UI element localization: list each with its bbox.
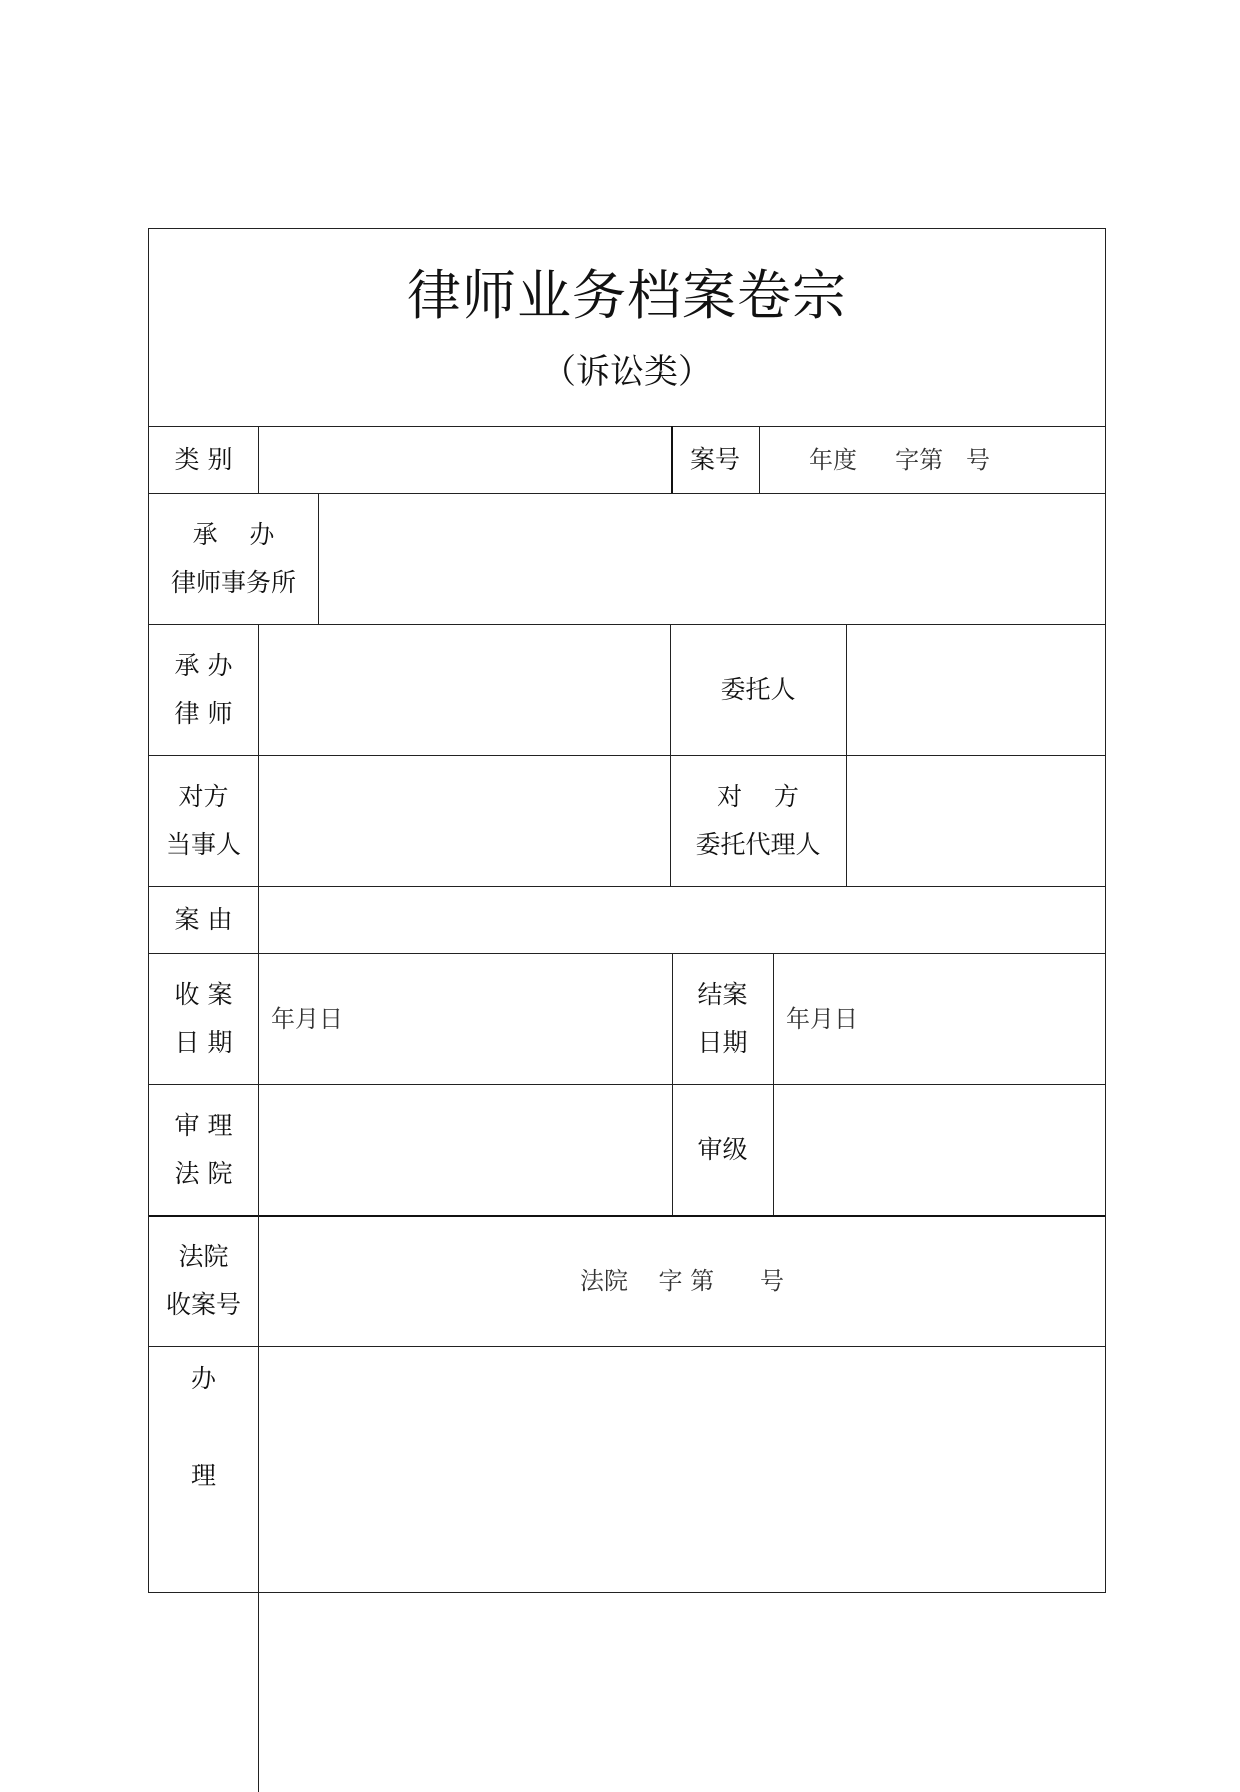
case-number-field[interactable]: 年度 字第 号	[809, 445, 991, 474]
received-date-field[interactable]: 年月日	[271, 1004, 343, 1033]
divider	[759, 426, 760, 493]
law-firm-field[interactable]	[319, 494, 1105, 624]
lawyer-field[interactable]	[259, 625, 670, 755]
trial-level-field[interactable]	[774, 1085, 1105, 1215]
received-date-label: 收 案 日 期	[174, 980, 233, 1057]
closed-date-field[interactable]: 年月日	[786, 1004, 858, 1033]
client-field[interactable]	[847, 625, 1105, 755]
trial-court-field[interactable]	[259, 1085, 672, 1215]
opposing-party-field[interactable]	[259, 756, 670, 886]
court-case-number-label: 法院 收案号	[165, 1242, 241, 1319]
trial-court-label: 审 理 法 院	[174, 1111, 233, 1188]
form-subtitle: （诉讼类）	[542, 352, 712, 392]
closed-date-label: 结案 日期	[697, 980, 748, 1057]
case-number-label: 案号	[689, 445, 740, 474]
cause-field[interactable]	[259, 887, 1105, 953]
law-firm-label: 承 办 律师事务所	[170, 520, 296, 597]
court-case-number-field[interactable]: 法院 字 第 号	[580, 1266, 784, 1295]
client-label: 委托人	[720, 675, 796, 704]
category-label: 类 别	[174, 445, 233, 474]
lawyer-label: 承 办 律 师	[174, 651, 233, 728]
category-field[interactable]	[259, 427, 671, 493]
opposing-party-label: 对方 当事人	[165, 782, 241, 859]
archive-cover-form	[148, 228, 1106, 1593]
handling-label: 办 理	[190, 1364, 216, 1490]
cause-label: 案 由	[174, 905, 233, 934]
handling-field[interactable]	[259, 1347, 1105, 1592]
form-title: 律师业务档案卷宗	[407, 264, 847, 327]
opposing-agent-field[interactable]	[847, 756, 1105, 886]
opposing-agent-label: 对 方 委托代理人	[695, 782, 821, 859]
trial-level-label: 审级	[697, 1135, 748, 1164]
